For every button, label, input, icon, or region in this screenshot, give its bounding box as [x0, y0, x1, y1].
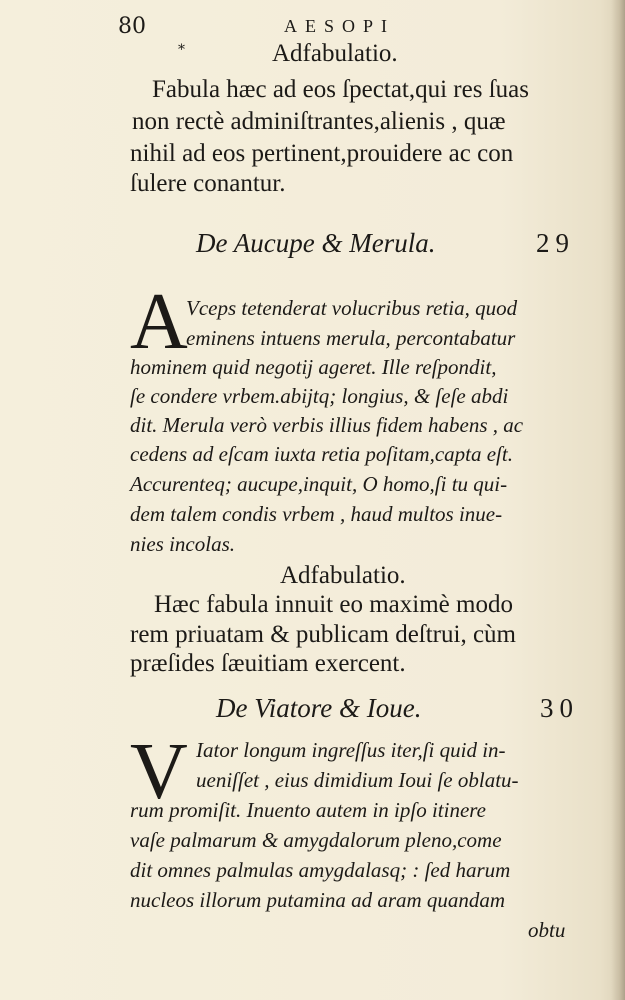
fable-line: rum promiſit. Inuento autem in ipſo itinere — [130, 798, 486, 822]
running-head: AESOPI — [284, 16, 396, 36]
moral-line: Fabula hæc ad eos ſpectat,qui res ſuas — [152, 76, 529, 103]
page-edge-shadow — [611, 0, 625, 1000]
fable-29-title: De Aucupe & Merula. — [196, 228, 436, 258]
moral-line: non rectè adminiſtrantes,alienis , quæ — [132, 108, 506, 135]
fable-line: dit. Merula verò verbis illius fidem habens , ac — [130, 413, 524, 437]
fable-30-number: 30 — [540, 693, 579, 723]
fable-29-number: 29 — [536, 228, 575, 258]
fable-line: Vceps tetenderat volucribus retia, quod — [186, 296, 518, 320]
ornament-mark: * — [178, 42, 185, 58]
moral-line: rem priuatam & publicam deſtrui, cùm — [130, 621, 516, 648]
fable-line: vaſe palmarum & amygdalorum pleno,come — [130, 828, 502, 852]
fable-line: ſe condere vrbem.abijtq; longius, & ſeſe abdi — [130, 384, 509, 408]
catchword: obtu — [528, 918, 566, 942]
page-number: 80 — [118, 14, 146, 39]
fable-line: hominem quid negotij ageret. Ille reſpondit, — [130, 355, 497, 379]
moral-line: nihil ad eos pertinent,prouidere ac con — [130, 140, 514, 167]
fable-line: Iator longum ingreſſus iter,ſi quid in- — [196, 738, 506, 762]
fable-30-dropcap: V — [130, 728, 188, 816]
fable-30-title: De Viatore & Ioue. — [216, 693, 422, 723]
adfabulatio-heading-1: Adfabulatio. — [272, 40, 398, 67]
moral-line: ſulere conantur. — [130, 170, 286, 197]
fable-line: nucleos illorum putamina ad aram quandam — [130, 888, 506, 912]
fable-line: dit omnes palmulas amygdalasq; : ſed harum — [130, 858, 511, 882]
moral-line: Hæc fabula innuit eo maximè modo — [154, 591, 513, 618]
moral-line: præſides ſæuitiam exercent. — [130, 650, 406, 677]
fable-line: ueniſſet , eius dimidium Ioui ſe oblatu- — [196, 768, 519, 792]
fable-line: dem talem condis vrbem , haud multos inue- — [130, 502, 503, 526]
fable-line: nies incolas. — [130, 532, 235, 556]
adfabulatio-heading-2: Adfabulatio. — [280, 562, 406, 589]
fable-line: eminens intuens merula, percontabatur — [186, 326, 516, 350]
fable-line: cedens ad eſcam iuxta retia poſitam,capta eſt. — [130, 442, 513, 466]
fable-line: Accurenteq; aucupe,inquit, O homo,ſi tu qui- — [130, 472, 508, 496]
fable-29-dropcap: A — [130, 278, 188, 366]
